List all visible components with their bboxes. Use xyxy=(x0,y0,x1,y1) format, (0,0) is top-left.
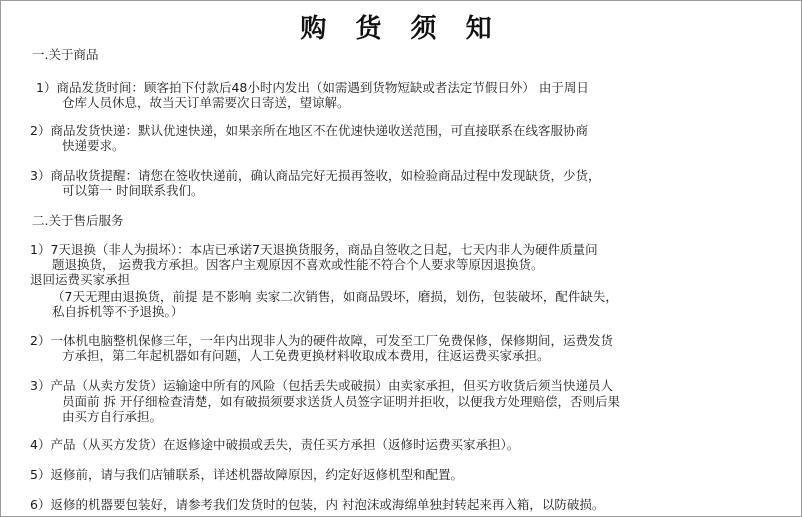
products-item-3-line-2: 可以第一 时间联系我们。 xyxy=(62,183,204,198)
aftersales-item-1-line-2: 题退换货， 运费我方承担。因客户主观原因不喜欢或性能不符合个人要求等原因退换货。 xyxy=(52,257,544,272)
page-title: 购 货 须 知 xyxy=(300,14,502,44)
aftersales-item-3-line-3: 由买方自行承担。 xyxy=(62,409,163,424)
section-heading-products: 一.关于商品 xyxy=(32,47,99,62)
section-heading-aftersales: 二.关于售后服务 xyxy=(32,213,124,228)
aftersales-item-3-line-2: 员面前 拆 开仔细检查清楚，如有破损须要求送货人员签字证明并拒收，以便我方处理赔偿，否则后果 xyxy=(62,394,620,409)
products-item-2-line-1: 2）商品发货快递：默认优速快递，如果亲所在地区不在优速快递收送范围，可直接联系在线客服协商 xyxy=(30,123,588,138)
aftersales-item-4: 4）产品（从买方发货）在返修途中破损或丢失，责任买方承担（返修时运费买家承担）。 xyxy=(30,437,520,452)
aftersales-item-5: 5）返修前，请与我们店铺联系，详述机器故障原因，约定好返修机型和配置。 xyxy=(30,467,463,482)
aftersales-item-2-line-1: 2）一体机电脑整机保修三年，一年内出现非人为的硬件故障，可发至工厂免费保修，保修期间，运费发货 xyxy=(30,333,613,348)
products-item-1-line-1: 1）商品发货时间：顾客拍下付款后48小时内发出（如需遇到货物短缺或者法定节假日外） 由于周日 xyxy=(36,80,589,95)
products-item-3-line-1: 3）商品收货提醒：请您在签收快递前，确认商品完好无损再签收，如检验商品过程中发现缺货，少货， xyxy=(30,168,601,183)
aftersales-item-1-line-5: 私自拆机等不予退换。） xyxy=(52,304,184,319)
products-item-2-line-2: 快递要求。 xyxy=(62,138,125,153)
products-item-1-line-2: 仓库人员休息，故当天订单需要次日寄送，望谅解。 xyxy=(62,95,350,110)
aftersales-item-1-line-1: 1）7天退换（非人为损坏）：本店已承诺7天退换货服务，商品自签收之日起，七天内非人为硬件质量问 xyxy=(30,242,598,257)
aftersales-item-1-line-3: 退回运费买家承担 xyxy=(30,272,131,287)
aftersales-item-2-line-2: 方承担，第二年起机器如有问题，人工免费更换材料收取成本费用，往返运费买家承担。 xyxy=(62,348,550,363)
aftersales-item-6: 6）返修的机器要包装好，请参考我们发货时的包装，内 衬泡沫或海绵单独封转起来再入箱，以防破损。 xyxy=(30,497,605,512)
aftersales-item-1-line-4: （7天无理由退换货，前提 是不影响 卖家二次销售，如商品毁坏，磨损，划伤，包装破坏，配件缺失， xyxy=(52,289,618,304)
aftersales-item-3-line-1: 3）产品（从卖方发货）运输途中所有的风险（包括丢失或破损）由卖家承担，但买方收货后须当快递员人 xyxy=(30,378,613,393)
